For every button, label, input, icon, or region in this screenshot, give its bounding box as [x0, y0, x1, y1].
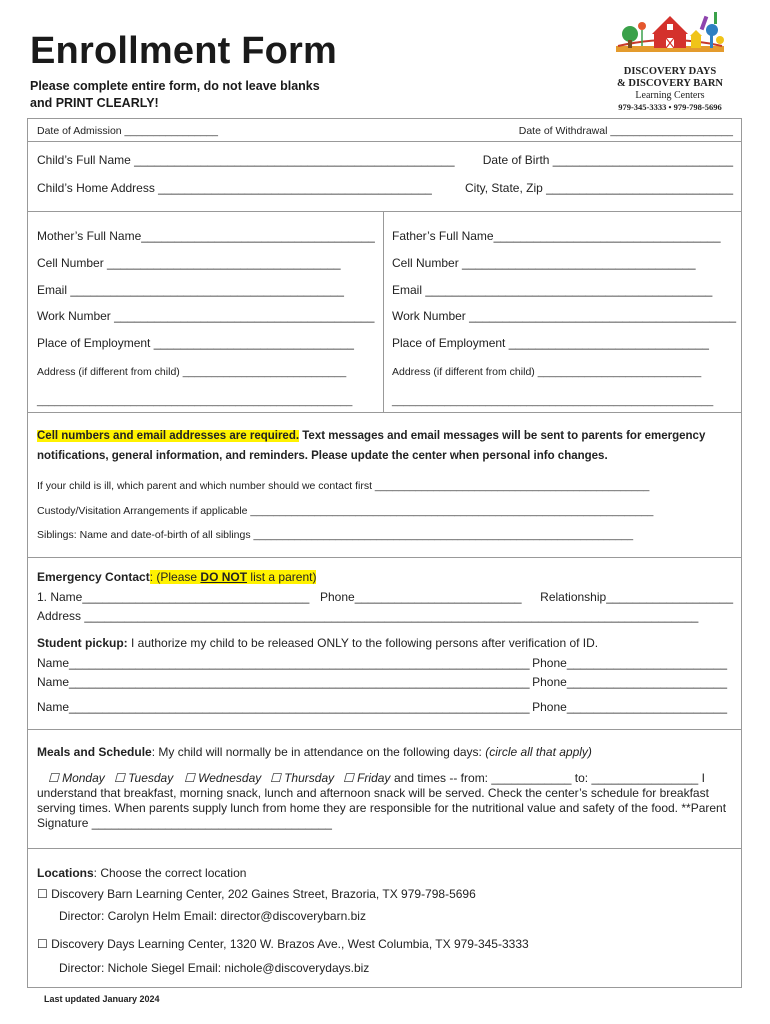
required-notice-highlight: Cell numbers and email addresses are required. [37, 430, 300, 442]
meals-heading: Meals and Schedule: My child will normally be in attendance on the following days: (circle all that apply) [37, 745, 592, 759]
mother-address-field[interactable]: Address (if different from child) ____________________________ [37, 366, 347, 378]
do-not-emphasis: DO NOT [200, 570, 248, 584]
notice-text: Text messages and email messages will be sent to parents for emergency notifications, general information, and reminders. Please update the center when personal info changes. [37, 430, 706, 462]
father-address-field[interactable]: Address (if different from child) ____________________________ [392, 366, 702, 378]
pickup-name-field[interactable]: Name_____________________________________________________________________ [37, 700, 530, 714]
divider [28, 211, 741, 212]
divider [28, 557, 741, 558]
custody-field[interactable]: Custody/Visitation Arrangements if applicable _____________________________________________________________________ [37, 505, 654, 517]
father-email-field[interactable]: Email ___________________________________________ [392, 283, 713, 297]
pickup-name-field[interactable]: Name_____________________________________________________________________ [37, 656, 530, 670]
date-of-withdrawal-field[interactable]: Date of Withdrawal _____________________ [518, 125, 733, 137]
attendance-times-field[interactable]: and times -- from: ____________ to: ________________ I [394, 771, 705, 785]
page-title: Enrollment Form [30, 30, 338, 72]
divider [28, 141, 741, 142]
emergency-relationship-field[interactable]: Relationship___________________ [540, 590, 733, 604]
form-instructions: Please complete entire form, do not leave blanks and PRINT CLEARLY! [30, 79, 320, 110]
child-home-address-field[interactable]: Child’s Home Address _________________________________________ [37, 181, 432, 195]
child-dob-field[interactable]: Date of Birth ___________________________ [482, 153, 733, 167]
father-cell-field[interactable]: Cell Number ___________________________________ [392, 256, 696, 270]
pickup-phone-field[interactable]: Phone________________________ [532, 656, 727, 670]
divider [28, 412, 741, 413]
emergency-heading: Emergency Contact: (Please DO NOT list a parent) [37, 570, 317, 584]
father-name-field[interactable]: Father’s Full Name__________________________________ [392, 229, 721, 243]
days-director-info: Director: Nichole Siegel Email: nichole@discoverydays.biz [59, 961, 370, 975]
day-monday-checkbox[interactable]: ☐ Monday [48, 771, 105, 785]
parents-column-divider [383, 211, 384, 412]
father-work-field[interactable]: Work Number ________________________________________ [392, 309, 737, 323]
divider [28, 729, 741, 730]
day-thursday-checkbox[interactable]: ☐ Thursday [270, 771, 335, 785]
barn-logo-illustration [614, 12, 726, 64]
mother-cell-field[interactable]: Cell Number ___________________________________ [37, 256, 341, 270]
child-full-name-field[interactable]: Child’s Full Name ________________________________________________ [37, 153, 455, 167]
day-wednesday-checkbox[interactable]: ☐ Wednesday [184, 771, 262, 785]
child-city-state-zip-field[interactable]: City, State, Zip ____________________________ [464, 181, 733, 195]
pickup-phone-field[interactable]: Phone________________________ [532, 675, 727, 689]
last-updated-note: Last updated January 2024 [44, 994, 160, 1004]
contact-notice [37, 426, 737, 466]
ill-contact-field[interactable]: If your child is ill, which parent and which number should we contact first _______________________________________________ [37, 480, 650, 492]
divider [28, 848, 741, 849]
mother-employment-field[interactable]: Place of Employment ______________________________ [37, 336, 354, 350]
locations-heading: Locations: Choose the correct location [37, 866, 247, 880]
barn-director-info: Director: Carolyn Helm Email: director@discoverybarn.biz [59, 909, 366, 923]
emergency-address-field[interactable]: Address ____________________________________________________________________________________________ [37, 609, 699, 623]
pickup-phone-field[interactable]: Phone________________________ [532, 700, 727, 714]
logo-line-1: DISCOVERY DAYS [623, 66, 717, 77]
emergency-name-field[interactable]: 1. Name__________________________________ [37, 590, 310, 604]
logo-line-3: Learning Centers [635, 90, 705, 101]
enrollment-form [27, 118, 742, 988]
day-tuesday-checkbox[interactable]: ☐ Tuesday [114, 771, 174, 785]
pickup-heading: Student pickup: I authorize my child to be released ONLY to the following persons after verification of ID. [37, 636, 599, 650]
logo-phones: 979-345-3333 • 979-798-5696 [618, 102, 722, 112]
father-address-line[interactable]: _______________________________________________________ [392, 395, 714, 407]
mother-email-field[interactable]: Email _________________________________________ [37, 283, 344, 297]
logo-line-2: & DISCOVERY BARN [617, 78, 723, 89]
school-logo [598, 12, 742, 114]
mother-work-field[interactable]: Work Number _______________________________________ [37, 309, 375, 323]
meals-paragraph: understand that breakfast, morning snack, lunch and afternoon snack will be served. Check the center’s schedule for breakfast serving times. When parents supply lunch from home they are responsible for the nutritional value and safety of the food. **Parent Signature ____________________________________ [37, 786, 727, 830]
day-friday-checkbox[interactable]: ☐ Friday [343, 771, 391, 785]
father-employment-field[interactable]: Place of Employment ______________________________ [392, 336, 709, 350]
date-of-admission-field[interactable]: Date of Admission ________________ [37, 125, 218, 137]
location-barn-checkbox[interactable]: ☐ Discovery Barn Learning Center, 202 Gaines Street, Brazoria, TX 979-798-5696 [37, 887, 476, 901]
mother-address-line[interactable]: ______________________________________________________ [37, 395, 353, 407]
emergency-phone-field[interactable]: Phone_________________________ [320, 590, 522, 604]
mother-name-field[interactable]: Mother’s Full Name___________________________________ [37, 229, 375, 243]
siblings-field[interactable]: Siblings: Name and date-of-birth of all siblings _________________________________________________________________ [37, 529, 634, 541]
location-days-checkbox[interactable]: ☐ Discovery Days Learning Center, 1320 W. Brazos Ave., West Columbia, TX 979-345-3333 [37, 937, 529, 951]
pickup-name-field[interactable]: Name_____________________________________________________________________ [37, 675, 530, 689]
